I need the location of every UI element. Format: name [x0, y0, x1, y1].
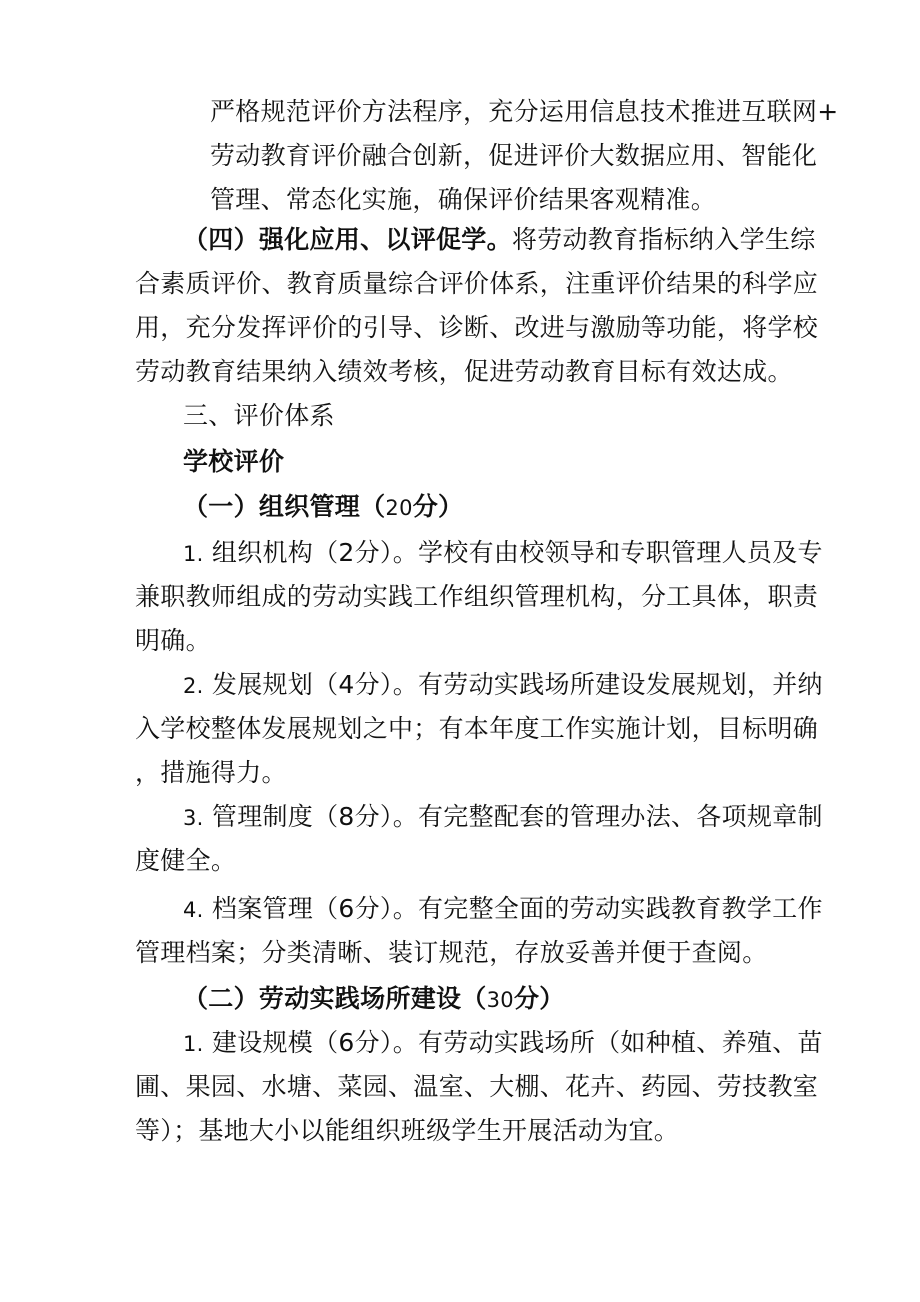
- part1-item4-text: 档案管理（6分）。有完整全面的劳动实践教育教学工作: [211, 894, 823, 923]
- part1-item1-number: 1.: [183, 542, 204, 566]
- part1-item2-text: 发展规划（4分）。有劳动实践场所建设发展规划，并纳: [211, 670, 823, 699]
- part1-score: 20: [385, 496, 413, 520]
- part2-heading: [183, 982, 565, 1017]
- part1-heading-b: 分）: [412, 492, 464, 521]
- part2-item1-number: 1.: [183, 1032, 204, 1056]
- continuation-line-3: 管理、常态化实施，确保评价结果客观精准。: [210, 185, 717, 214]
- part2-item1-line-1: [183, 1026, 823, 1061]
- part1-item4-line-2: 管理档案；分类清晰、装订规范，存放妥善并便于查阅。: [135, 938, 768, 967]
- part2-item1-text: 建设规模（6分）。有劳动实践场所（如种植、养殖、苗: [211, 1028, 823, 1057]
- part2-item1-line-3: 等）；基地大小以能组织班级学生开展活动为宜。: [135, 1116, 680, 1145]
- point4-line-1: [183, 223, 816, 257]
- part2-item1-line-2: 圃、果园、水塘、菜园、温室、大棚、花卉、药园、劳技教室: [135, 1072, 819, 1101]
- part1-item3-line-2: 度健全。: [135, 846, 237, 875]
- part1-item1-line-3: 明确。: [135, 626, 211, 655]
- continuation-line-1: 严格规范评价方法程序，充分运用信息技术推进互联网+: [210, 97, 839, 126]
- part1-item4-number: 4.: [183, 898, 204, 922]
- part2-heading-b: 分）: [513, 984, 565, 1013]
- part1-item1-line-2: 兼职教师组成的劳动实践工作组织管理机构，分工具体，职责: [135, 582, 819, 611]
- point4-line-2: 合素质评价、教育质量综合评价体系，注重评价结果的科学应: [135, 269, 819, 298]
- point4-line1-rest: 将劳动教育指标纳入学生综: [511, 225, 816, 254]
- point4-line-3: 用，充分发挥评价的引导、诊断、改进与激励等功能，将学校: [135, 313, 819, 342]
- part1-item2-number: 2.: [183, 674, 204, 698]
- part1-item3-line-1: [183, 800, 823, 835]
- part1-item2-line-3: ，措施得力。: [135, 758, 287, 787]
- part1-heading: [183, 490, 463, 525]
- part2-score: 30: [486, 988, 514, 1012]
- part1-item3-text: 管理制度（8分）。有完整配套的管理办法、各项规章制: [211, 802, 823, 831]
- part1-item4-line-1: [183, 892, 823, 927]
- part1-item1-text: 组织机构（2分）。学校有由校领导和专职管理人员及专: [211, 538, 823, 567]
- point4-heading: （四）强化应用、以评促学。: [183, 225, 512, 254]
- school-eval-title: 学校评价: [183, 447, 285, 476]
- continuation-line-2: 劳动教育评价融合创新，促进评价大数据应用、智能化: [210, 141, 818, 170]
- point4-line-4: 劳动教育结果纳入绩效考核，促进劳动教育目标有效达成。: [135, 357, 793, 386]
- part1-item1-line-1: [183, 536, 823, 571]
- part1-item2-line-1: [183, 668, 823, 703]
- part1-heading-a: （一）组织管理（: [183, 492, 386, 521]
- part1-item3-number: 3.: [183, 806, 204, 830]
- section3-title: 三、评价体系: [183, 401, 335, 430]
- part2-heading-a: （二）劳动实践场所建设（: [183, 984, 487, 1013]
- part1-item2-line-2: 入学校整体发展规划之中；有本年度工作实施计划，目标明确: [135, 714, 819, 743]
